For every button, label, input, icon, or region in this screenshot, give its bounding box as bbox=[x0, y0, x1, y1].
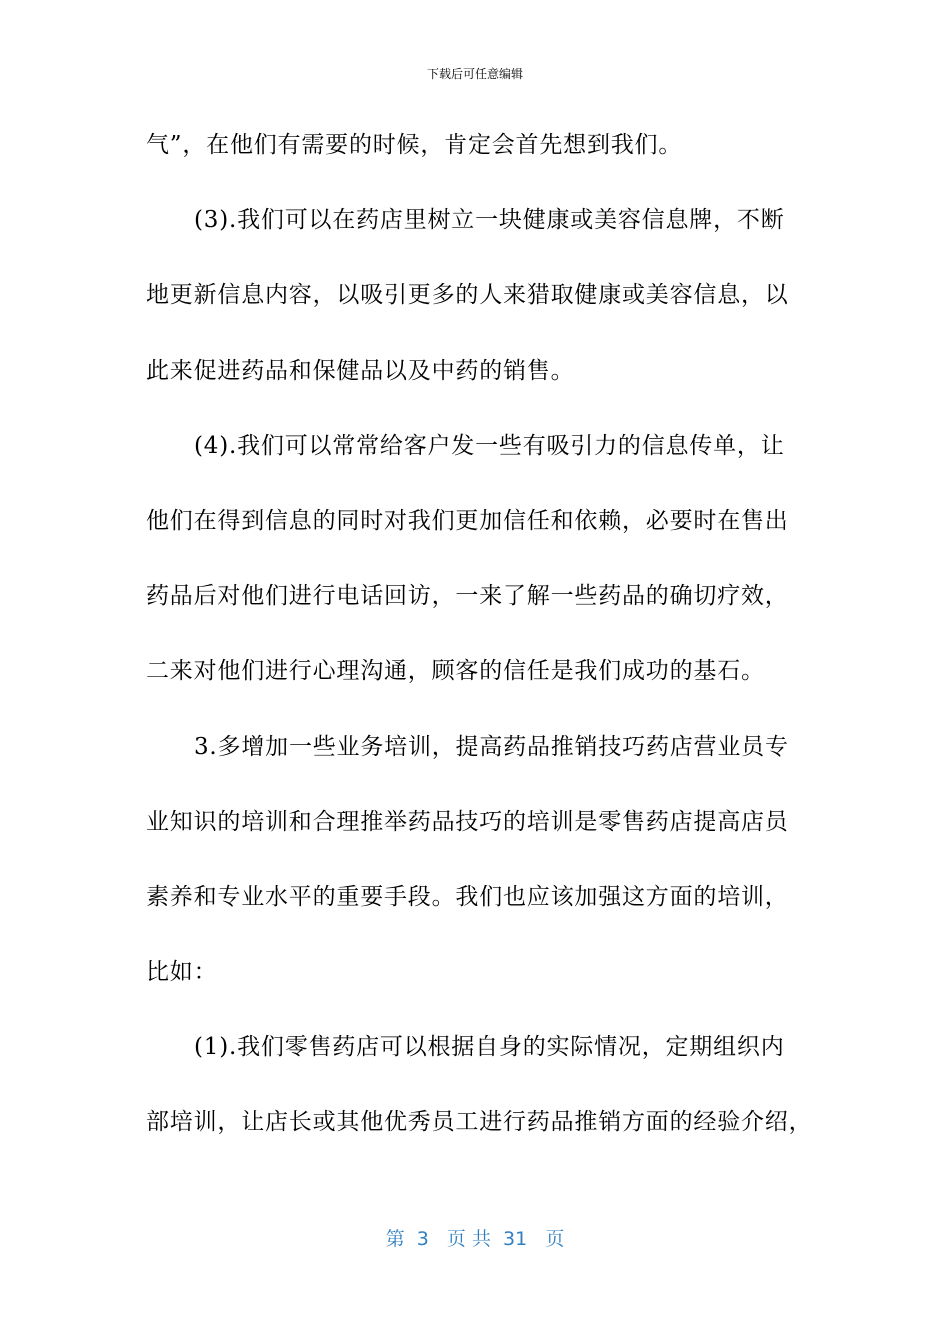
text-line: (1).我们零售药店可以根据自身的实际情况，定期组织内 bbox=[194, 1034, 785, 1061]
text-line: 比如： bbox=[146, 959, 218, 986]
text-line: (3).我们可以在药店里树立一块健康或美容信息牌，不断 bbox=[194, 207, 785, 234]
text-line: 气”，在他们有需要的时候，肯定会首先想到我们。 bbox=[146, 132, 683, 158]
text-line: 此来促进药品和保健品以及中药的销售。 bbox=[146, 357, 575, 384]
text-line: (4).我们可以常常给客户发一些有吸引力的信息传单，让 bbox=[194, 432, 785, 459]
text-line: 3.多增加一些业务培训，提高药品推销技巧药店营业员专 bbox=[194, 733, 789, 760]
text-line: 业知识的培训和合理推举药品技巧的培训是零售药店提高店员 bbox=[146, 808, 789, 835]
text-line: 部培训，让店长或其他优秀员工进行药品推销方面的经验介绍， bbox=[146, 1109, 813, 1136]
text-line: 地更新信息内容，以吸引更多的人来猎取健康或美容信息，以 bbox=[146, 282, 789, 309]
document-body bbox=[146, 120, 813, 1173]
text-line: 药品后对他们进行电话回访，一来了解一些药品的确切疗效， bbox=[146, 583, 789, 610]
text-line: 二来对他们进行心理沟通，顾客的信任是我们成功的基石。 bbox=[146, 658, 765, 685]
text-line: 素养和专业水平的重要手段。我们也应该加强这方面的培训， bbox=[146, 883, 789, 910]
page-header-note: 下载后可任意编辑 bbox=[426, 67, 523, 81]
text-line: 他们在得到信息的同时对我们更加信任和依赖，必要时在售出 bbox=[146, 507, 789, 534]
page-number-footer: 第 3 页 共 31 页 bbox=[385, 1228, 565, 1250]
